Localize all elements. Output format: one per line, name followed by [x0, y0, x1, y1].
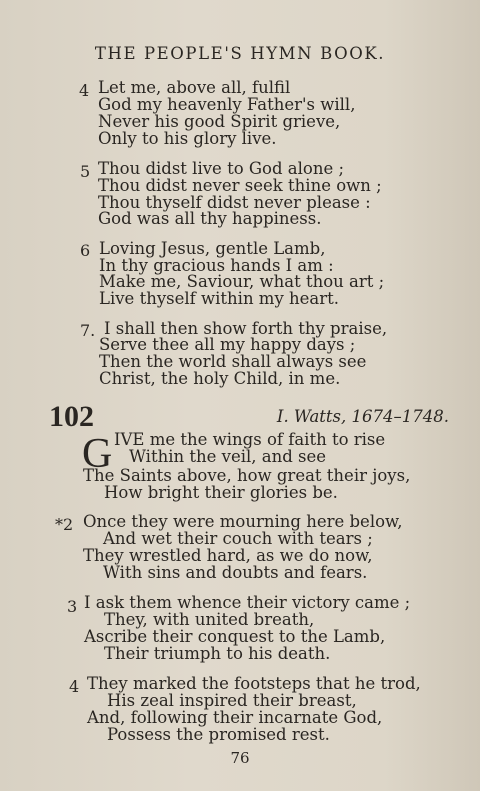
verse-line: Christ, the holy Child, in me. — [99, 369, 341, 388]
verse-line: With sins and doubts and fears. — [103, 563, 368, 582]
verse-line: Possess the promised rest. — [107, 725, 330, 744]
verse-number: 4 — [69, 677, 80, 696]
verse-line: Live thyself within my heart. — [99, 289, 340, 308]
verse-number: 5 — [80, 162, 91, 181]
verse-line: They wrestled hard, as we do now, — [83, 546, 373, 565]
verse-line: The Saints above, how great their joys, — [83, 466, 411, 485]
verse-line: They, with united breath, — [104, 610, 315, 629]
verse-line: How bright their glories be. — [104, 483, 338, 502]
verse-line: Let me, above all, fulfil — [98, 78, 291, 97]
verse-line: Thou thyself didst never please : — [98, 193, 371, 212]
verse-line: I shall then show forth thy praise, — [104, 319, 388, 338]
verse-line: Serve thee all my happy days ; — [99, 335, 356, 354]
verse-line: Once they were mourning here below, — [83, 512, 403, 531]
page-number: 76 — [230, 749, 250, 767]
verse-line: Thou didst never seek thine own ; — [98, 176, 382, 195]
verse-line: Then the world shall always see — [99, 352, 367, 371]
verse-line: IVE me the wings of faith to rise — [114, 430, 386, 449]
verse-line: Thou didst live to God alone ; — [98, 159, 345, 178]
verse-line: And, following their incarnate God, — [87, 708, 383, 727]
verse-number: 4 — [79, 81, 90, 100]
verse-line: Make me, Saviour, what thou art ; — [99, 272, 385, 291]
verse-line: Ascribe their conquest to the Lamb, — [84, 627, 386, 646]
running-head: THE PEOPLE'S HYMN BOOK. — [94, 44, 386, 63]
verse-line: God my heavenly Father's will, — [98, 95, 356, 114]
hymn-author: I. Watts, 1674–1748. — [276, 407, 449, 426]
verse-line: And wet their couch with tears ; — [103, 529, 373, 548]
hymn-number: 102 — [49, 400, 94, 433]
verse-line: I ask them whence their victory came ; — [84, 593, 411, 612]
verse-line: Loving Jesus, gentle Lamb, — [99, 239, 326, 258]
verse-line: Never his good Spirit grieve, — [98, 112, 341, 131]
verse-line: They marked the footsteps that he trod, — [87, 674, 421, 693]
verse-line: His zeal inspired their breast, — [107, 691, 357, 710]
verse-line: Their triumph to his death. — [104, 644, 331, 663]
verse-line: Within the veil, and see — [129, 447, 327, 466]
verse-number: *2 — [55, 515, 74, 534]
drop-cap: G — [82, 431, 113, 477]
verse-number: 3 — [67, 597, 78, 616]
verse-line: God was all thy happiness. — [98, 209, 322, 228]
verse-number: 7. — [80, 321, 96, 340]
verse-line: Only to his glory live. — [98, 129, 277, 148]
verse-line: In thy gracious hands I am : — [99, 256, 334, 275]
verse-number: 6 — [80, 241, 91, 260]
